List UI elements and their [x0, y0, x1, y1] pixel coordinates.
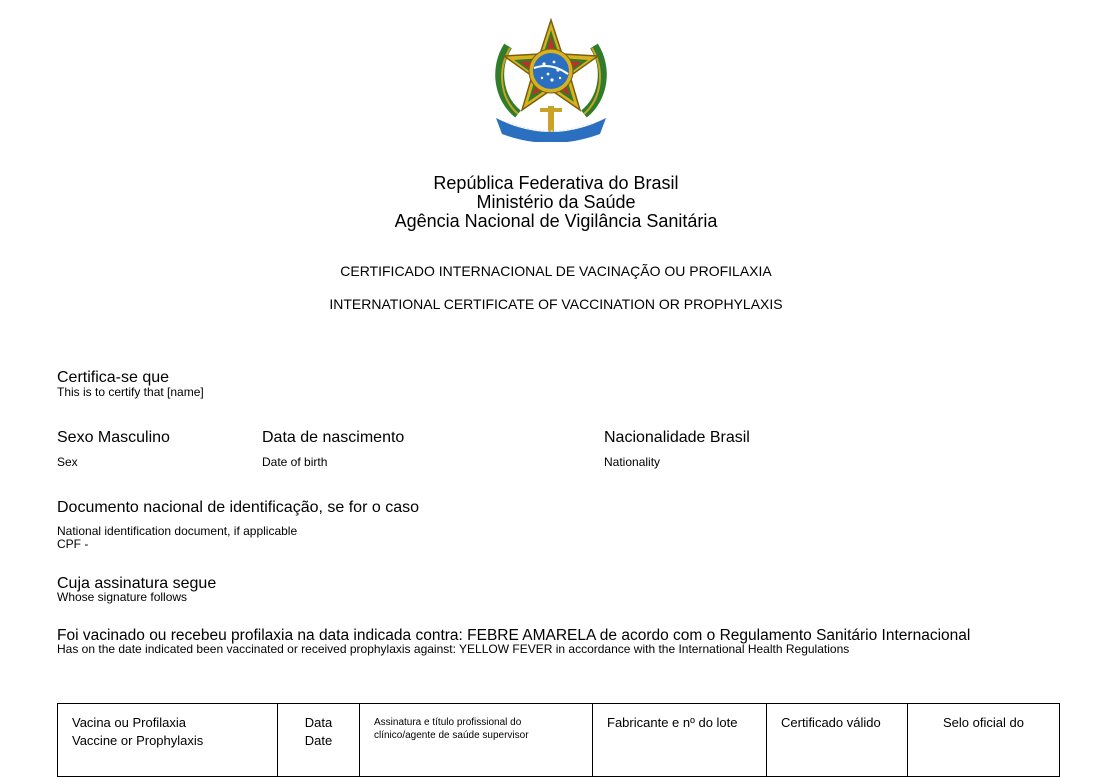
dob-label-pt: Data de nascimento	[262, 429, 405, 446]
nationality-label-en: Nationality	[604, 455, 661, 469]
certify-label-pt: Certifica-se que	[57, 369, 170, 386]
title-english: INTERNATIONAL CERTIFICATE OF VACCINATION OR PROPHYLAXIS	[329, 296, 783, 312]
col-manufacturer	[593, 704, 767, 777]
vaccinated-statement-pt: Foi vacinado ou recebeu profilaxia na data indicada contra: FEBRE AMARELA de acordo com o Regulamento Sanitário Internacional	[57, 627, 971, 644]
header-ministry: Ministério da Saúde	[476, 192, 636, 212]
col-signature	[360, 704, 593, 777]
col-valid-pt: Certificado válido	[781, 715, 881, 730]
document-label-pt: Documento nacional de identificação, se for o caso	[57, 499, 419, 516]
col-vaccine-en: Vaccine or Prophylaxis	[72, 733, 204, 748]
signature-label-pt: Cuja assinatura segue	[57, 575, 217, 592]
col-official-seal-pt: Selo oficial do	[943, 715, 1024, 730]
document-label-en: National identification document, if applicable	[57, 524, 298, 538]
certify-label-en: This is to certify that [name]	[57, 385, 204, 399]
title-portuguese: CERTIFICADO INTERNACIONAL DE VACINAÇÃO OU PROFILAXIA	[340, 263, 772, 279]
col-manufacturer-pt: Fabricante e nº do lote	[607, 715, 738, 730]
col-date	[278, 704, 360, 777]
col-official-seal	[908, 704, 1060, 777]
col-vaccine-pt: Vacina ou Profilaxia	[72, 715, 186, 730]
sex-label-en: Sex	[57, 455, 78, 469]
vaccination-table	[57, 703, 1060, 777]
document-value: CPF -	[57, 537, 89, 551]
col-date-pt: Data	[304, 715, 333, 730]
col-signature-pt: Assinatura e título profissional do	[374, 717, 522, 728]
header-republic: República Federativa do Brasil	[433, 173, 679, 193]
nationality-label-pt: Nacionalidade Brasil	[604, 429, 750, 446]
dob-label-en: Date of birth	[262, 455, 328, 469]
brazil-coat-of-arms-emblem	[488, 18, 614, 142]
col-valid	[767, 704, 908, 777]
col-vaccine	[58, 704, 278, 777]
col-signature-en: clínico/agente de saúde supervisor	[374, 730, 529, 741]
sex-label-pt: Sexo Masculino	[57, 429, 170, 446]
vaccinated-statement-en: Has on the date indicated been vaccinated or received prophylaxis against: YELLOW FEVER in accordance with the International Health Regulations	[57, 642, 850, 656]
signature-label-en: Whose signature follows	[57, 590, 188, 604]
col-date-en: Date	[304, 733, 333, 748]
header-agency: Agência Nacional de Vigilância Sanitária	[394, 211, 718, 231]
table-header-row	[58, 704, 1060, 777]
